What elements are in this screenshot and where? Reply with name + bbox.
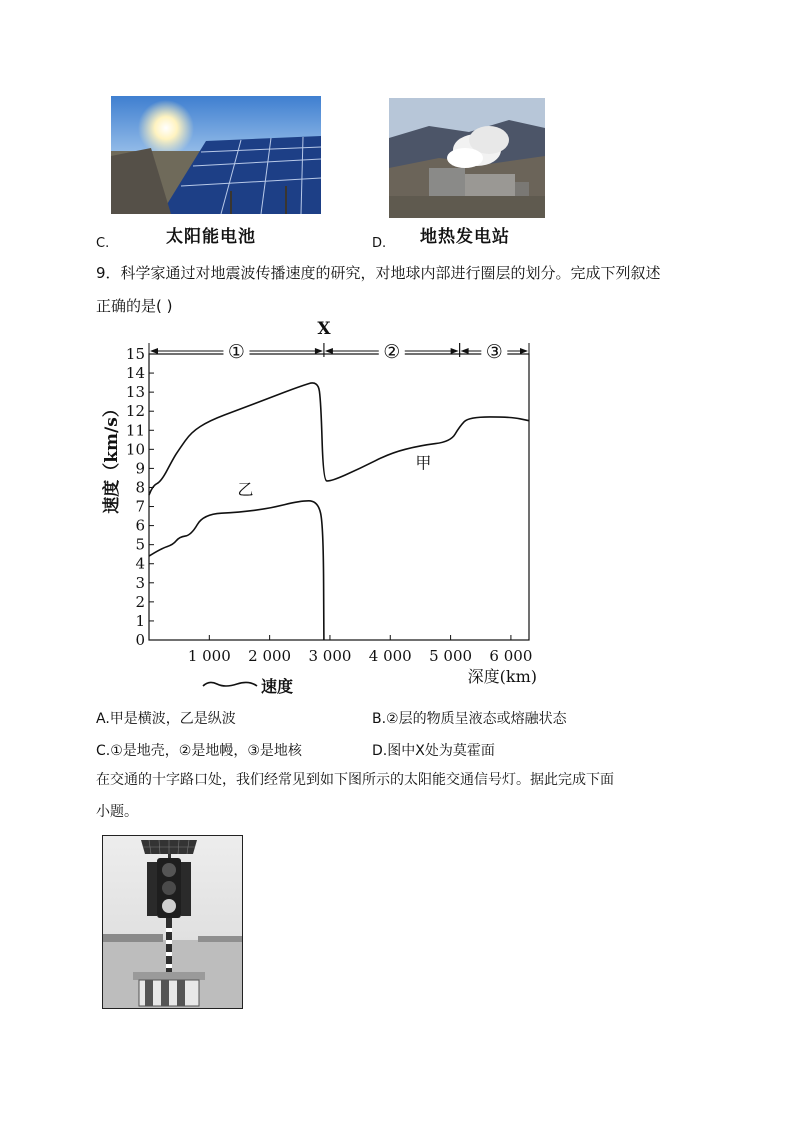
- y-tick-label: 6: [135, 516, 145, 535]
- y-tick-label: 10: [125, 440, 145, 459]
- series-label-yi: 乙: [237, 480, 254, 500]
- option-d-caption: 地热发电站: [420, 227, 510, 247]
- y-tick-label: 0: [135, 631, 145, 649]
- geothermal-plant-photo: [389, 98, 545, 218]
- solar-traffic-light-photo: [102, 835, 243, 1009]
- y-tick-label: 5: [135, 535, 145, 554]
- x-tick-label: 1 000: [187, 647, 231, 665]
- y-axis-label: 速度（km/s）: [102, 400, 122, 514]
- layer-arrow-head: [461, 348, 469, 354]
- layer-arrow-head: [451, 348, 459, 354]
- y-tick-label: 2: [135, 592, 145, 611]
- x-tick-label: 3 000: [308, 647, 352, 665]
- y-tick-label: 9: [135, 459, 145, 478]
- x-axis-label: 深度(km): [467, 667, 537, 686]
- boundary-x-label: X: [317, 320, 331, 339]
- option-c[interactable]: C.①是地壳，②是地幔，③是地核: [96, 743, 302, 759]
- legend-label: 速度: [261, 677, 294, 696]
- y-tick-label: 3: [135, 573, 145, 592]
- y-tick-label: 13: [125, 383, 145, 402]
- layer-arrow-head: [325, 348, 333, 354]
- x-tick-label: 4 000: [368, 647, 412, 665]
- question9-line2: 正确的是( ): [96, 297, 173, 315]
- series-line-jia: [149, 383, 529, 495]
- option-b[interactable]: B.②层的物质呈液态或熔融状态: [372, 711, 567, 727]
- series-line-yi: [149, 501, 324, 640]
- y-tick-label: 7: [135, 497, 145, 516]
- layer-arrow-head: [520, 348, 528, 354]
- y-tick-label: 12: [125, 402, 145, 421]
- seismic-wave-chart: [95, 320, 545, 700]
- y-tick-label: 1: [135, 611, 145, 630]
- option-c-caption: 太阳能电池: [166, 227, 256, 247]
- y-tick-label: 4: [135, 554, 145, 573]
- layer-label: ①: [227, 341, 245, 363]
- y-tick-label: 8: [135, 478, 145, 497]
- layer-arrow-head: [315, 348, 323, 354]
- option-a[interactable]: A.甲是横波，乙是纵波: [96, 711, 236, 727]
- x-tick-label: 5 000: [429, 647, 473, 665]
- layer-label: ②: [383, 341, 401, 363]
- y-tick-label: 15: [125, 345, 145, 363]
- x-tick-label: 6 000: [489, 647, 533, 665]
- option-c-letter: C.: [96, 236, 110, 251]
- legend-line: [203, 682, 257, 686]
- layer-label: ③: [485, 341, 503, 363]
- option-d[interactable]: D.图中X处为莫霍面: [372, 743, 495, 759]
- intro-line2: 小题。: [96, 804, 138, 820]
- layer-arrow-head: [150, 348, 158, 354]
- option-d-letter: D.: [372, 236, 387, 251]
- intro-line1: 在交通的十字路口处，我们经常见到如下图所示的太阳能交通信号灯。据此完成下面: [96, 772, 614, 788]
- solar-panels-photo: [111, 96, 321, 214]
- series-label-jia: 甲: [415, 453, 432, 473]
- x-tick-label: 2 000: [248, 647, 292, 665]
- y-tick-label: 14: [125, 364, 145, 383]
- question9-line1: 9．科学家通过对地震波传播速度的研究，对地球内部进行圈层的划分。完成下列叙述: [96, 264, 661, 282]
- y-tick-label: 11: [125, 421, 145, 440]
- chart-plot-frame: [149, 354, 529, 640]
